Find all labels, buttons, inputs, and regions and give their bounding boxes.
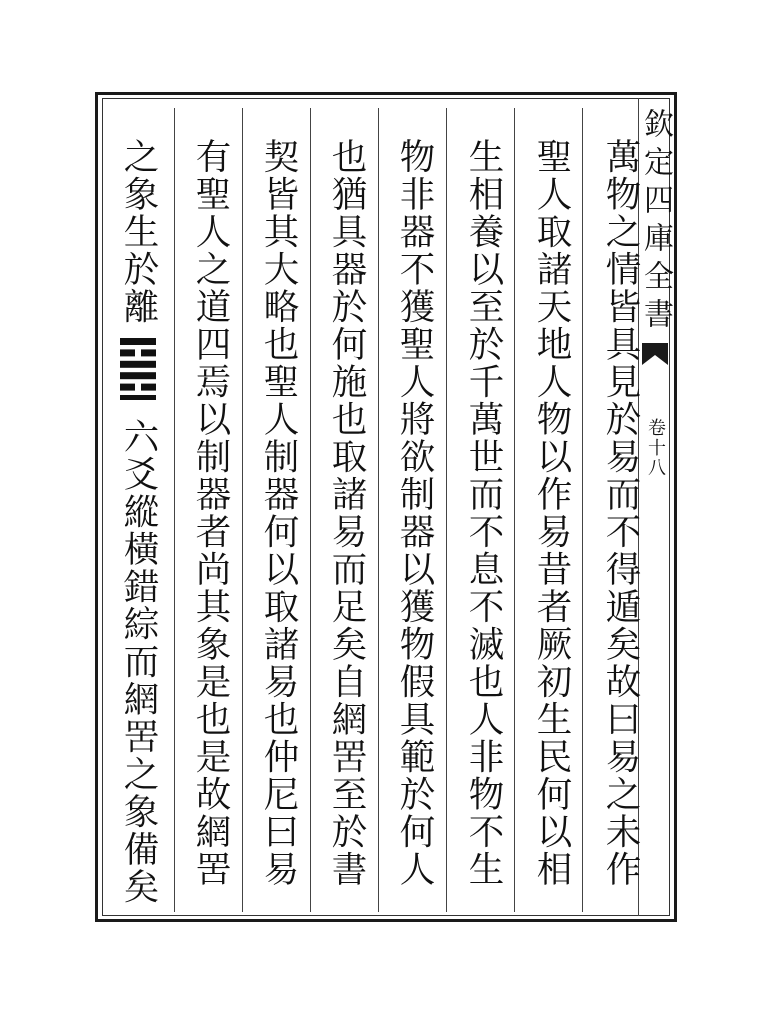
text-column-8-top: 之象生於離 (118, 138, 159, 326)
hexagram-yin-line (141, 349, 156, 356)
hexagram-yin-line (120, 384, 135, 391)
text-column-3: 生相養以至於千萬世而不息不滅也人非物不生 (463, 138, 504, 888)
text-column-8-bottom: 六爻縱橫錯綜而網罟之象備矣 (118, 418, 159, 906)
book-title: 欽定四庫全書 (638, 108, 673, 336)
column-rule (174, 108, 175, 912)
hexagram-yin-line (120, 349, 135, 356)
li-hexagram-icon (118, 336, 158, 400)
hexagram-yin-line (141, 384, 156, 391)
page-inner-border (102, 98, 673, 916)
hexagram-yang-line (120, 395, 156, 400)
text-column-2: 聖人取諸天地人物以作易昔者厥初生民何以相 (531, 138, 572, 888)
text-column-1: 萬物之情皆具見於易而不得遁矣故曰易之未作 (600, 138, 641, 888)
column-rule (446, 108, 447, 912)
volume-label: 卷十八 (645, 418, 666, 478)
text-column-7: 有聖人之道四焉以制器者尚其象是也是故網罟 (190, 138, 231, 888)
column-rule (582, 108, 583, 912)
fish-tail-mark (642, 343, 668, 365)
hexagram-yang-line (120, 372, 156, 379)
text-column-5: 也猶具器於何施也取諸易而足矣自網罟至於書 (326, 138, 367, 888)
hexagram-yang-line (120, 361, 156, 368)
text-column-6: 契皆其大略也聖人制器何以取諸易也仲尼曰易 (258, 138, 299, 888)
hexagram-yang-line (120, 338, 156, 345)
text-column-4: 物非器不獲聖人將欲制器以獲物假具範於何人 (394, 138, 435, 888)
column-rule (310, 108, 311, 912)
column-rule (514, 108, 515, 912)
column-rule (378, 108, 379, 912)
column-rule (242, 108, 243, 912)
